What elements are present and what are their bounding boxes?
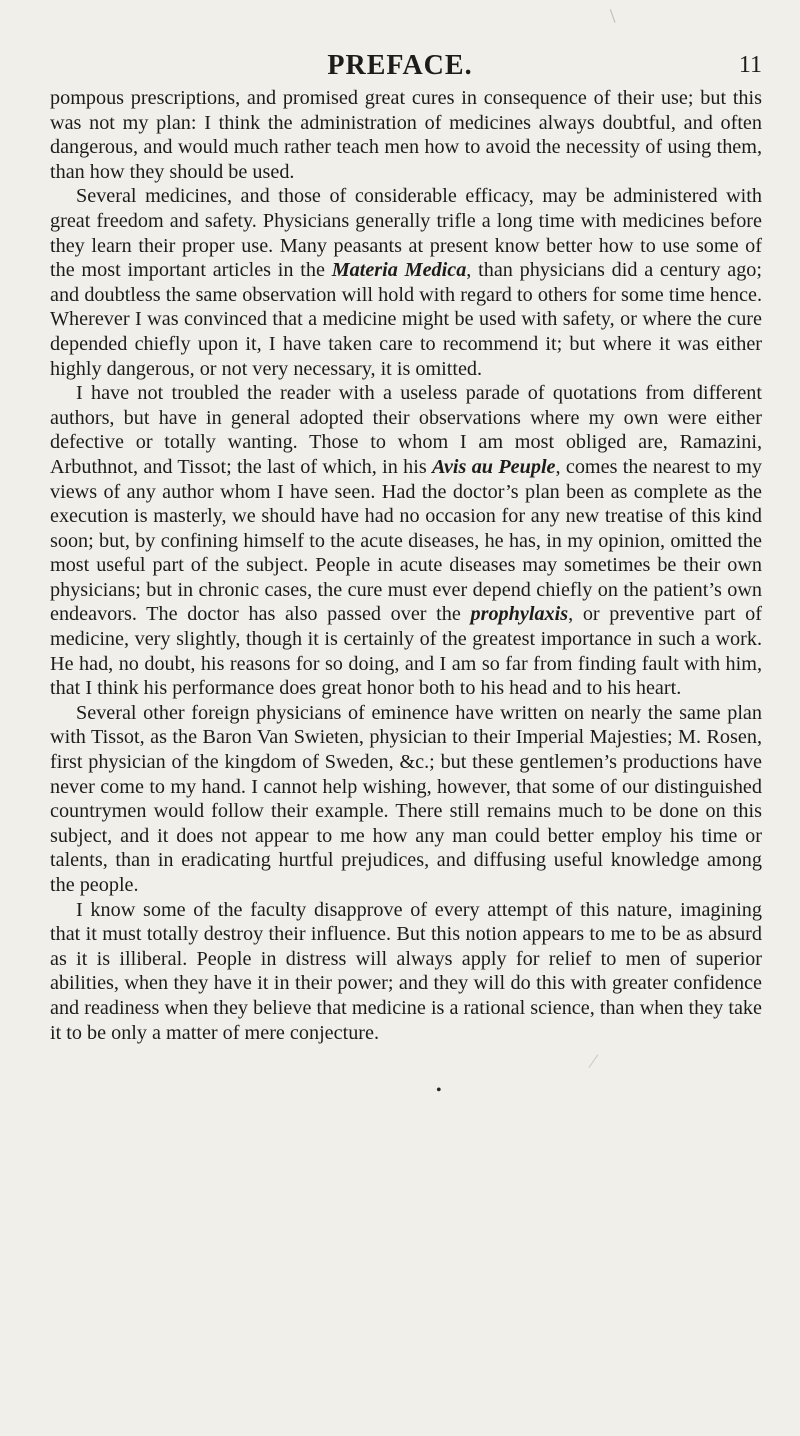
text-run: , comes the nearest to my views of any author whom I have seen. Had the doctor’s plan been as complete as the execution is masterly, we should have had no occasion for any new treatise of this kind soon; but, by confining himself to the acute diseases, he has, in my opinion, omitted the most useful part of the subject. People in acute diseases may sometimes be their own physicians; but in chronic cases, the cure must ever depend chiefly on the patient’s own endeavors. The doctor has also passed over the <box>50 455 762 626</box>
text-run: I have not troubled the reader with a useless parade of quotations from different authors, but have in general adopted their observations where my own were either defective or totally wanting. Those to whom I am most obliged are, Ramazini, Arbuthnot, and Tissot; the last of which, in his <box>50 382 762 478</box>
text-run: pompous prescriptions, and promised great cures in consequence of their use; but this was not my plan: I think the administration of medicines always doubtful, and often dangerous, and would much rather teach men how to avoid the necessity of using them, than how they should be used. <box>50 87 762 183</box>
text-run: , or preventive part of medicine, very slightly, though it is certainly of the greatest importance in such a work. He had, no doubt, his reasons for so doing, and I am so far from finding fault with him, that I think his performance does great honor both to his head and to his heart. <box>50 603 762 700</box>
running-head <box>0 44 800 84</box>
page-number: 11 <box>738 52 762 78</box>
ink-mark <box>610 7 621 23</box>
text-run: I know some of the faculty disapprove of every attempt of this nature, imagining that it must totally destroy their influence. But this notion appears to me to be as absurd as it is illiberal. People in distress will always apply for relief to men of superior abilities, when they have it in their power; and they will do this with greater confidence and readiness when they believe that medicine is a rational science, than when they take it to be only a matter of mere conjecture. <box>50 898 762 1044</box>
paragraph <box>50 898 762 1046</box>
text-run: Several other foreign physicians of eminence have written on nearly the same plan with Tissot, as the Baron Van Swieten, physician to their Imperial Majesties; M. Rosen, first physician of the kingdom of Sweden, &c.; but these gentlemen’s productions have never come to my hand. I cannot help wishing, however, that some of our distinguished countrymen would follow their example. There still remains much to be done on this subject, and it does not appear to me how any man could better employ his time or talents, than in eradicating hurtful prejudices, and diffusing useful knowledge among the people. <box>50 701 762 896</box>
paragraph <box>50 701 762 898</box>
ink-mark <box>588 1054 606 1073</box>
paragraph <box>50 86 762 184</box>
text-run: , than physicians did a century ago; and doubtless the same observation will hold with regard to others for some time hence. Wherever I was convinced that a medicine might be used with safety, or where the cure depended chiefly upon it, I have taken care to recommend it; but where it was either highly dangerous, or not very necessary, it is omitted. <box>50 259 762 380</box>
italic-term: prophylaxis <box>470 603 569 626</box>
italic-term: Avis au Peuple <box>432 455 556 478</box>
body-text <box>50 86 762 1045</box>
paragraph <box>50 381 762 701</box>
ornament-bullet: • <box>436 1082 442 1099</box>
text-run: Several medicines, and those of considerable efficacy, may be administered with great freedom and safety. Physicians generally trifle a long time with medicines before they learn their proper use. Many peasants at present know better how to use some of the most important articles in the <box>50 185 762 282</box>
paragraph <box>50 184 762 381</box>
italic-term: Materia Medica <box>331 259 467 282</box>
running-head-title: PREFACE. <box>327 50 473 81</box>
